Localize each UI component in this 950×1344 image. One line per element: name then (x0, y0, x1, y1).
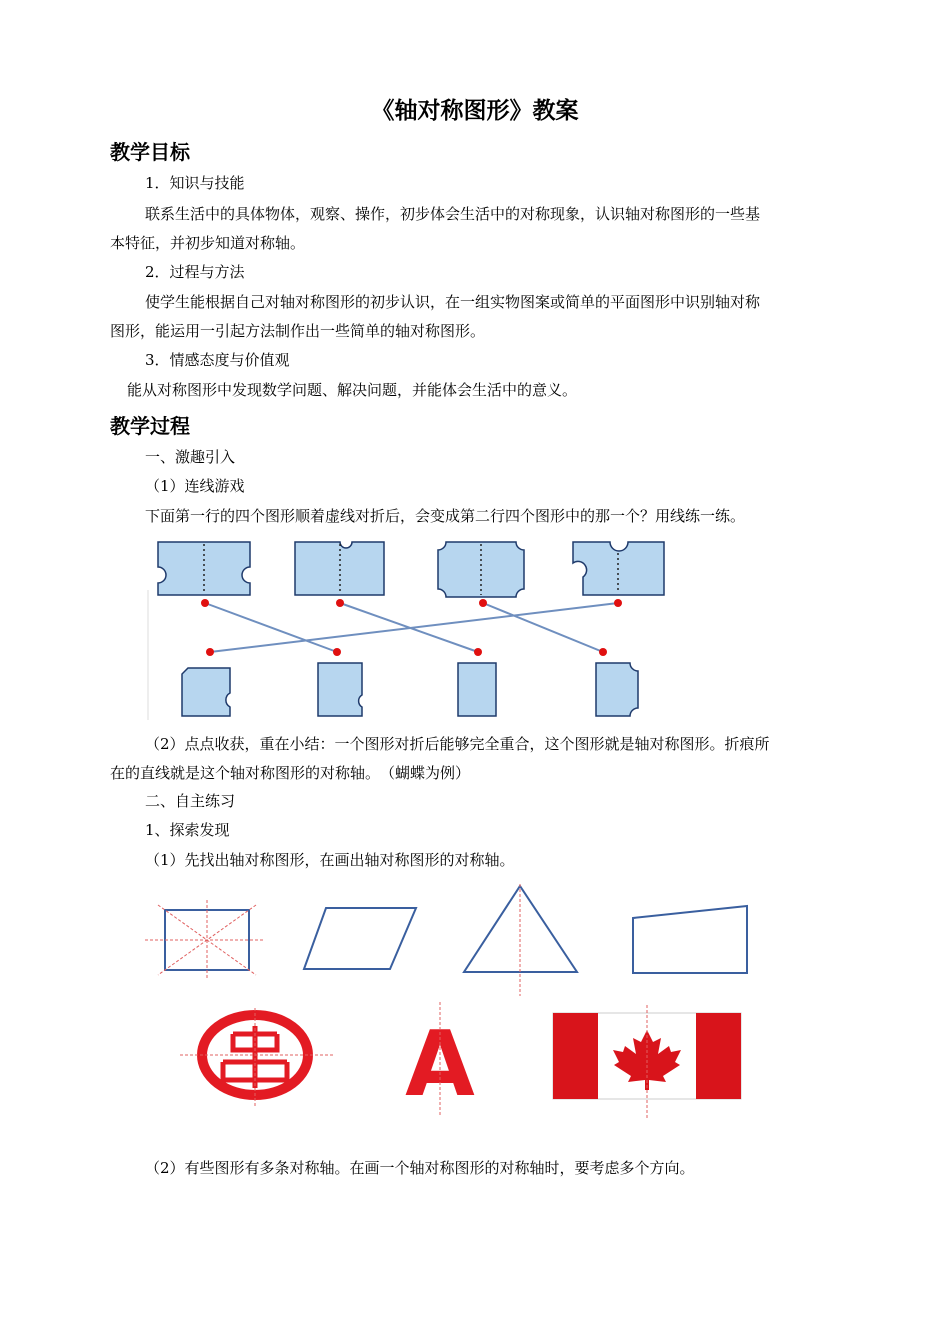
bottom-shape-3 (458, 663, 496, 716)
objective-2-heading: 2．过程与方法 (145, 263, 245, 281)
step-2-sub-1: 1、探索发现 (145, 821, 230, 839)
section-heading-objectives: 教学目标 (110, 140, 190, 164)
bottom-shape-1 (182, 668, 230, 716)
matching-game-figure (140, 535, 680, 725)
objective-3-heading: 3．情感态度与价值观 (145, 351, 290, 369)
link-line-3 (483, 603, 603, 652)
top-dot-2 (336, 599, 344, 607)
step-1-sub-1-desc: 下面第一行的四个图形顺着虚线对折后，会变成第二行四个图形中的那一个？用线练一练。 (145, 507, 746, 525)
symmetry-shapes-figure (140, 880, 760, 1000)
symmetry-logos-figure (175, 1000, 750, 1140)
trapezoid (633, 906, 747, 973)
objective-1-text-line2: 本特征，并初步知道对称轴。 (110, 234, 306, 252)
parallelogram (304, 908, 416, 969)
exercise-1-instruction: （1）先找出轴对称图形，在画出轴对称图形的对称轴。 (145, 851, 515, 869)
section-heading-process: 教学过程 (110, 414, 190, 438)
step-2-heading: 二、自主练习 (145, 792, 236, 810)
step-1-heading: 一、激趣引入 (145, 448, 236, 466)
letter-a-group (405, 1002, 475, 1117)
bottom-shape-4 (596, 663, 638, 716)
objective-2-text-line1: 使学生能根据自己对轴对称图形的初步认识，在一组实物图案或简单的平面图形中识别轴对称 (145, 293, 761, 311)
bank-logo (180, 1008, 335, 1108)
canada-flag (553, 1005, 741, 1120)
bottom-dot-1 (206, 648, 214, 656)
rectangle-with-axes (145, 900, 265, 980)
top-dot-4 (614, 599, 622, 607)
letter-a: A (405, 1012, 475, 1117)
exercise-2-instruction: （2）有些图形有多条对称轴。在画一个轴对称图形的对称轴时，要考虑多个方向。 (145, 1159, 695, 1177)
objective-1-text-line1: 联系生活中的具体物体，观察、操作，初步体会生活中的对称现象，认识轴对称图形的一些基 (145, 205, 761, 223)
page-title: 《轴对称图形》教案 (371, 98, 579, 124)
top-dot-3 (479, 599, 487, 607)
objective-2-text-line2: 图形，能运用一引起方法制作出一些简单的轴对称图形。 (110, 322, 486, 340)
objective-1-heading: 1．知识与技能 (145, 174, 245, 192)
bottom-dot-3 (474, 648, 482, 656)
bottom-dot-2 (333, 648, 341, 656)
triangle-with-axis (464, 884, 577, 996)
bottom-shape-2 (318, 663, 362, 716)
objective-3-text: 能从对称图形中发现数学问题、解决问题，并能体会生活中的意义。 (127, 381, 578, 399)
summary-line2: 在的直线就是这个轴对称图形的对称轴。 （蝴蝶为例） (110, 764, 471, 782)
top-dot-1 (201, 599, 209, 607)
bottom-dot-4 (599, 648, 607, 656)
summary-line1: （2）点点收获，重在小结：一个图形对折后能够完全重合，这个图形就是轴对称图形。折痕所 (145, 735, 770, 753)
step-1-sub-1: （1）连线游戏 (145, 477, 245, 495)
